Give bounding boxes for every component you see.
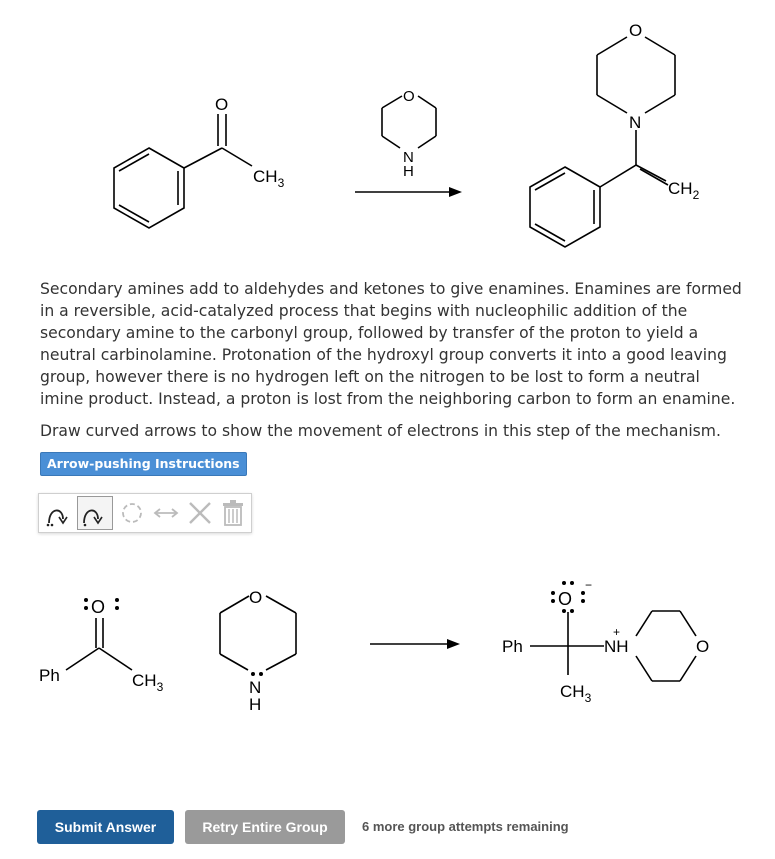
reagent-oxygen: O (403, 88, 415, 105)
product-nh: NH (604, 637, 629, 656)
product-phenyl: Ph (502, 637, 523, 656)
reactant-oxygen: O (215, 95, 229, 114)
drawing-toolbar (38, 493, 252, 533)
attempts-remaining: 6 more group attempts remaining (362, 819, 569, 834)
morpholine-nitrogen: N (249, 678, 262, 697)
enamine-product (530, 37, 675, 247)
nitrogen-lone-pair (251, 672, 263, 676)
reagent-nitrogen: N (403, 149, 414, 166)
ketone-oxygen: O (91, 597, 106, 617)
resize-arrows-icon[interactable] (149, 497, 183, 529)
product-oxygen: O (629, 21, 643, 40)
delete-icon[interactable] (183, 497, 217, 529)
ketone-phenyl: Ph (39, 666, 60, 685)
prompt-text: Draw curved arrows to show the movement of electrons in this step of the mechanism. (40, 422, 721, 440)
submit-answer-button[interactable]: Submit Answer (37, 810, 174, 844)
ketone (66, 618, 132, 670)
product-ring-oxygen: O (696, 637, 710, 656)
product-ch2: $CH_2$ (668, 179, 700, 202)
trash-icon[interactable] (217, 497, 249, 529)
lasso-icon[interactable] (115, 497, 149, 529)
arrow-pushing-instructions-button[interactable]: Arrow-pushing Instructions (40, 452, 247, 476)
ketone-ch3: $CH_3$ (132, 671, 164, 694)
reaction-scheme (0, 0, 775, 270)
curved-arrow-pair-icon[interactable] (43, 497, 79, 529)
retry-group-button[interactable]: Retry Entire Group (185, 810, 345, 844)
product-bonds (530, 611, 696, 681)
morpholine-oxygen: O (249, 588, 263, 607)
acetophenone (114, 114, 252, 228)
product-ch3: $CH_3$ (560, 682, 592, 705)
reactant-ch3: $CH_3$ (253, 167, 285, 190)
reagent-hydrogen: H (403, 163, 414, 180)
product-minus-charge: − (585, 578, 593, 592)
product-nitrogen: N (629, 113, 642, 132)
product-plus-charge: + (613, 625, 621, 639)
morpholine (220, 596, 296, 670)
oxide-lone-pairs (551, 581, 585, 613)
description-text: Secondary amines add to aldehydes and ketones to give enamines. Enamines are formed in a reversible, acid-catalyzed process that begins with nucleophilic addition of the secondary amine to the carbonyl group, followed by transfer of the proton to yield a neutral carbinolamine. Protonation of the hydroxyl group converts it into a good leaving group, however there is no hydrogen left on the nitrogen to be lost to form a neutral imine product. Instead, a proton is lost from the neighboring carbon to form an enamine. (40, 280, 742, 408)
ketone-lone-pairs (84, 598, 119, 610)
curved-arrow-single-icon[interactable] (77, 496, 113, 530)
mechanism-arrow-head (447, 639, 460, 649)
morpholine-hydrogen: H (249, 695, 262, 714)
reaction-arrow-head (449, 187, 462, 197)
product-oxide: O (558, 589, 573, 609)
